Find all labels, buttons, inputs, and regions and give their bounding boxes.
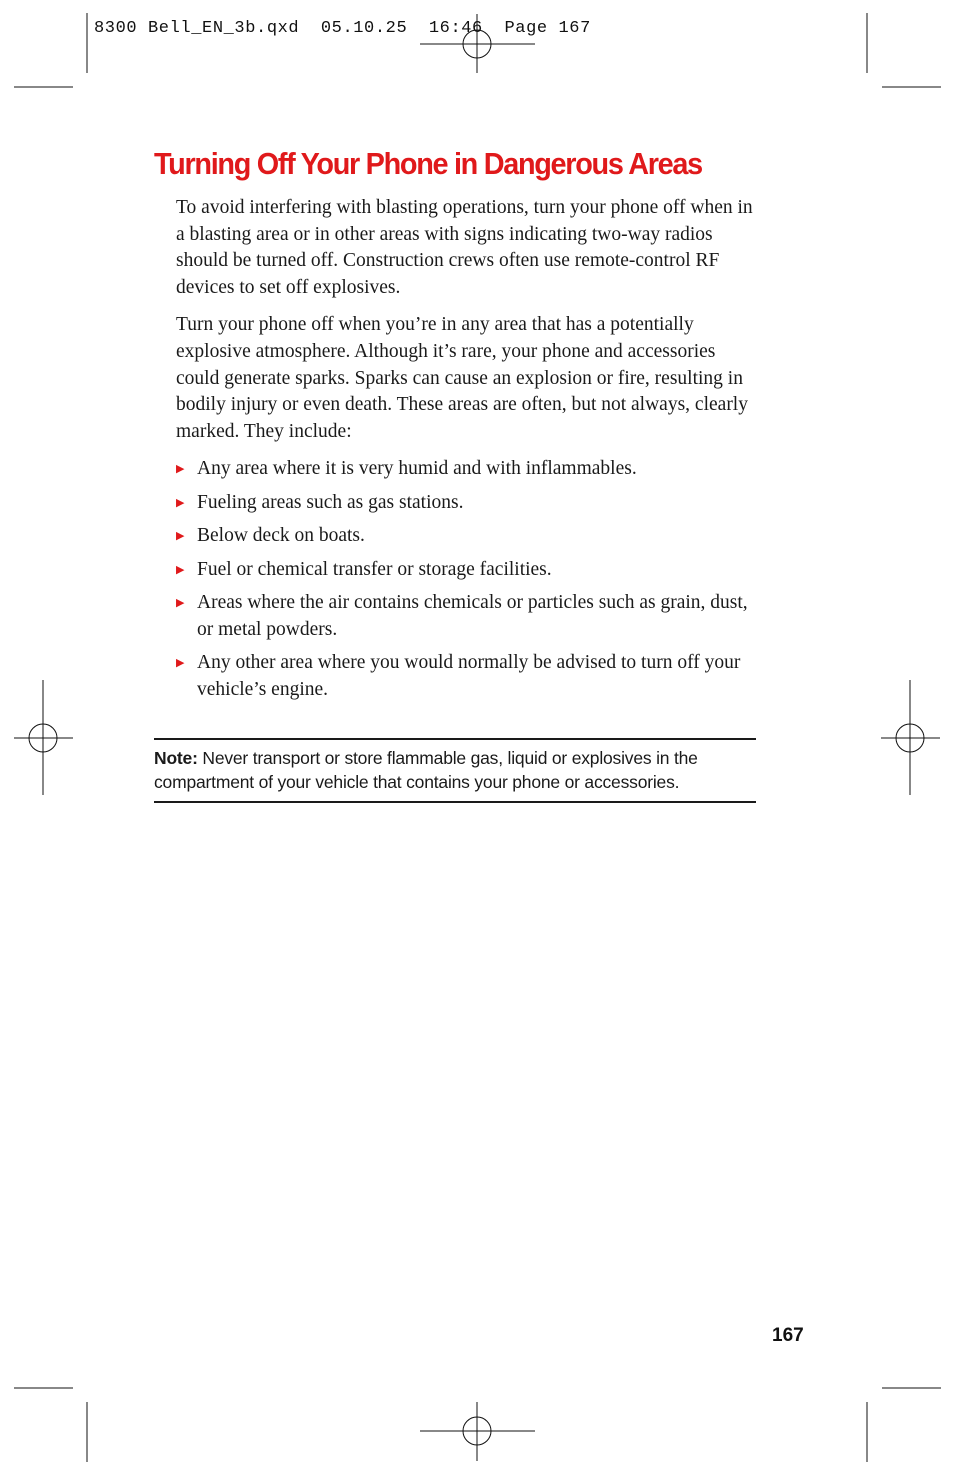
triangle-bullet-icon: ▶ [176, 596, 185, 610]
triangle-bullet-icon: ▶ [176, 562, 185, 576]
page-number: 167 [772, 1325, 804, 1346]
note-box [154, 738, 756, 803]
registration-mark-left [14, 680, 73, 795]
registration-mark-bottom [420, 1402, 535, 1461]
list-item [176, 523, 761, 550]
registration-mark-right [881, 680, 940, 795]
list-item-text: Areas where the air contains chemicals or particles such as grain, dust, or metal powders. [197, 592, 748, 640]
list-item-text: Any area where it is very humid and with inflammables. [197, 458, 637, 480]
list-item [176, 456, 761, 483]
list-item [176, 557, 761, 584]
paragraph-blasting: To avoid interfering with blasting operations, turn your phone off when in a blasting area or in other areas with signs indicating two-way radios should be turned off. Construction crews often use remote-control RF devices to set off explosives. [176, 197, 753, 298]
list-item-text: Fuel or chemical transfer or storage facilities. [197, 558, 552, 580]
note-text: Never transport or store flammable gas, liquid or explosives in the compartment of your vehicle that contains your phone or accessories. [154, 748, 698, 792]
triangle-bullet-icon: ▶ [176, 495, 185, 509]
list-item [176, 590, 761, 643]
list-item-text: Any other area where you would normally be advised to turn off your vehicle’s engine. [197, 652, 741, 700]
print-slug: 8300 Bell_EN_3b.qxd 05.10.25 16:46 Page 167 [94, 19, 591, 38]
body-text [176, 195, 761, 710]
list-item-text: Fueling areas such as gas stations. [197, 491, 464, 513]
note-label: Note: [154, 748, 198, 768]
paragraph-explosive-atmosphere: Turn your phone off when you’re in any area that has a potentially explosive atmosphere. Although it’s rare, your phone and accessories could generate sparks. Sparks can cause an explosion or fire, resulting in bodily injury or even death. These areas are often, but not always, clearly marked. They include: [176, 314, 748, 442]
triangle-bullet-icon: ▶ [176, 529, 185, 543]
list-item-text: Below deck on boats. [197, 525, 365, 547]
page-title: Turning Off Your Phone in Dangerous Areas [154, 146, 702, 181]
list-item [176, 490, 761, 517]
triangle-bullet-icon: ▶ [176, 656, 185, 670]
triangle-bullet-icon: ▶ [176, 462, 185, 476]
list-item [176, 650, 761, 703]
hazard-list [176, 456, 761, 703]
